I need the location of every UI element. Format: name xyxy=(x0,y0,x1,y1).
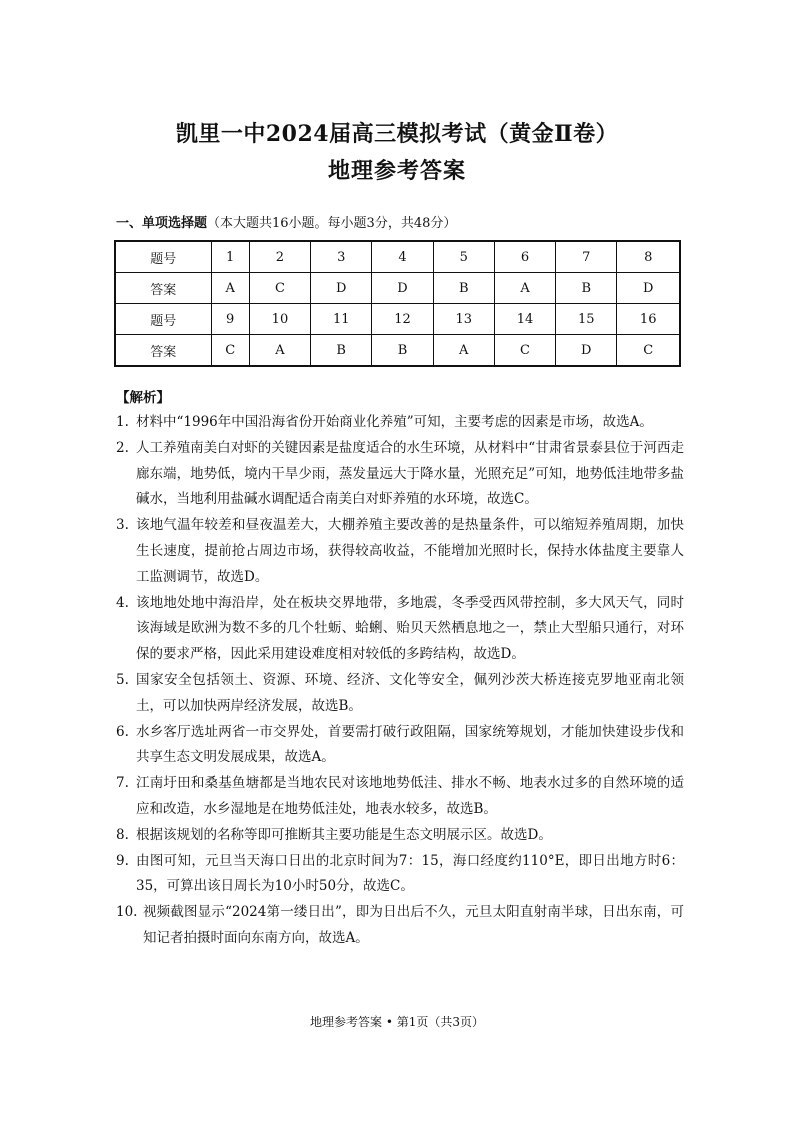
analysis-item-text: 由图可知，元旦当天海口日出的北京时间为7：15，海口经度约110°E，即日出地方时6：35，可算出该日周长为10小时50分，故选C。 xyxy=(136,852,684,895)
analysis-item-text: 材料中“1996年中国沿海省份开始商业化养殖”可知，主要考虑的因素是市场，故选A。 xyxy=(136,414,653,430)
table-cell: A xyxy=(211,273,249,304)
table-cell: 5 xyxy=(433,241,494,273)
analysis-item-number: 7. xyxy=(116,775,129,792)
table-cell: 10 xyxy=(249,304,310,335)
analysis-item xyxy=(116,900,684,952)
table-cell: 13 xyxy=(433,304,494,335)
analysis-item xyxy=(116,436,684,513)
analysis-item-number: 5. xyxy=(116,671,129,688)
table-cell: 8 xyxy=(617,241,680,273)
analysis-item-text: 江南圩田和桑基鱼塘都是当地农民对该地地势低洼、排水不畅、地表水过多的自然环境的适应和改造，水乡湿地是在地势低洼处，地表水较多，故选B。 xyxy=(136,775,684,817)
section-label: 一、单项选择题 xyxy=(116,216,208,231)
section-heading xyxy=(116,212,456,231)
table-cell: C xyxy=(249,273,310,304)
table-cell: C xyxy=(494,335,555,367)
analysis-item xyxy=(116,513,684,590)
table-cell: 2 xyxy=(249,241,310,273)
table-cell: 16 xyxy=(617,304,680,335)
table-cell: C xyxy=(617,335,680,367)
analysis-item-number: 1. xyxy=(116,414,129,430)
table-cell: B xyxy=(556,273,617,304)
analysis-item xyxy=(116,771,684,823)
analysis-item-number: 9. xyxy=(116,852,129,869)
section-note: （本大题共16小题。每小题3分，共48分） xyxy=(207,216,457,231)
table-cell: 12 xyxy=(372,304,433,335)
analysis-item-text: 该地气温年较差和昼夜温差大，大棚养殖主要改善的是热量条件，可以缩短养殖周期，加快生长速度，提前抢占周边市场，获得较高收益，不能增加光照时长，保持水体盐度主要靠人工监测调节，故选D。 xyxy=(136,517,684,585)
table-cell: 6 xyxy=(494,241,555,273)
row-header-cell: 答案 xyxy=(115,335,211,367)
table-cell: D xyxy=(372,273,433,304)
table-cell: 7 xyxy=(556,241,617,273)
table-row xyxy=(115,273,680,304)
table-cell: D xyxy=(617,273,680,304)
analysis-item xyxy=(116,823,684,849)
table-cell: 1 xyxy=(211,241,249,273)
document-subtitle: 地理参考答案 xyxy=(327,158,466,184)
analysis-item-text: 根据该规划的名称等即可推断其主要功能是生态文明展示区。故选D。 xyxy=(136,826,552,843)
table-cell: 4 xyxy=(372,241,433,273)
table-cell: 15 xyxy=(556,304,617,335)
row-header-cell: 题号 xyxy=(115,304,211,335)
analysis-item-text: 视频截图显示“2024第一缕日出”，即为日出后不久，元旦太阳直射南半球，日出东南，可知记者拍摄时面向东南方向，故选A。 xyxy=(143,904,684,946)
analysis-item-number: 6. xyxy=(116,723,129,740)
answer-table xyxy=(114,240,681,367)
analysis-item-number: 8. xyxy=(116,826,129,843)
analysis-item xyxy=(116,668,684,720)
analysis-item xyxy=(116,849,684,901)
analysis-item-text: 水乡客厅选址两省一市交界处，首要需打破行政阻隔，国家统筹规划，才能加快建设步伐和共享生态文明发展成果，故选A。 xyxy=(136,723,684,766)
document-title: 凯里一中2024届高三模拟考试（黄金Ⅱ卷） xyxy=(175,121,619,147)
table-cell: A xyxy=(433,335,494,367)
table-cell: C xyxy=(211,335,249,367)
analysis-item-number: 10. xyxy=(116,904,138,921)
analysis-item xyxy=(116,720,684,772)
row-header-cell: 答案 xyxy=(115,273,211,304)
table-cell: A xyxy=(494,273,555,304)
analysis-item-number: 3. xyxy=(116,517,129,534)
analysis-list xyxy=(116,410,684,952)
table-row xyxy=(115,304,680,335)
table-row xyxy=(115,241,680,273)
analysis-item-text: 该地地处地中海沿岸，处在板块交界地带，多地震，冬季受西风带控制，多大风天气，同时该海域是欧洲为数不多的几个牡蛎、蛤蜊、贻贝天然栖息地之一，禁止大型船只通行，对环保的要求严格，因此采用建设难度相对较低的多跨结构，故选D。 xyxy=(136,594,684,663)
row-header-cell: 题号 xyxy=(115,241,211,273)
table-cell: B xyxy=(311,335,372,367)
table-cell: 9 xyxy=(211,304,249,335)
table-cell: 14 xyxy=(494,304,555,335)
table-cell: D xyxy=(556,335,617,367)
table-cell: 3 xyxy=(311,241,372,273)
analysis-item xyxy=(116,410,684,436)
analysis-item-text: 国家安全包括领土、资源、环境、经济、文化等安全，佩列沙茨大桥连接克罗地亚南北领土，可以加快两岸经济发展，故选B。 xyxy=(136,671,684,714)
table-cell: 11 xyxy=(311,304,372,335)
table-row xyxy=(115,335,680,367)
page-footer: 地理参考答案 • 第1页（共3页） xyxy=(310,1015,484,1029)
analysis-item-number: 2. xyxy=(116,439,129,456)
table-cell: A xyxy=(249,335,310,367)
analysis-item-number: 4. xyxy=(116,594,129,611)
table-cell: B xyxy=(433,273,494,304)
analysis-heading: 【解析】 xyxy=(116,390,170,406)
analysis-item xyxy=(116,591,684,668)
analysis-item-text: 人工养殖南美白对虾的关键因素是盐度适合的水生环境，从材料中“甘肃省景泰县位于河西走廊东端，地势低，境内干旱少雨，蒸发量远大于降水量，光照充足”可知，地势低洼地带多盐碱水，当地利用盐碱水调配适合南美白对虾养殖的水环境，故选C。 xyxy=(136,439,684,508)
table-cell: B xyxy=(372,335,433,367)
table-cell: D xyxy=(311,273,372,304)
